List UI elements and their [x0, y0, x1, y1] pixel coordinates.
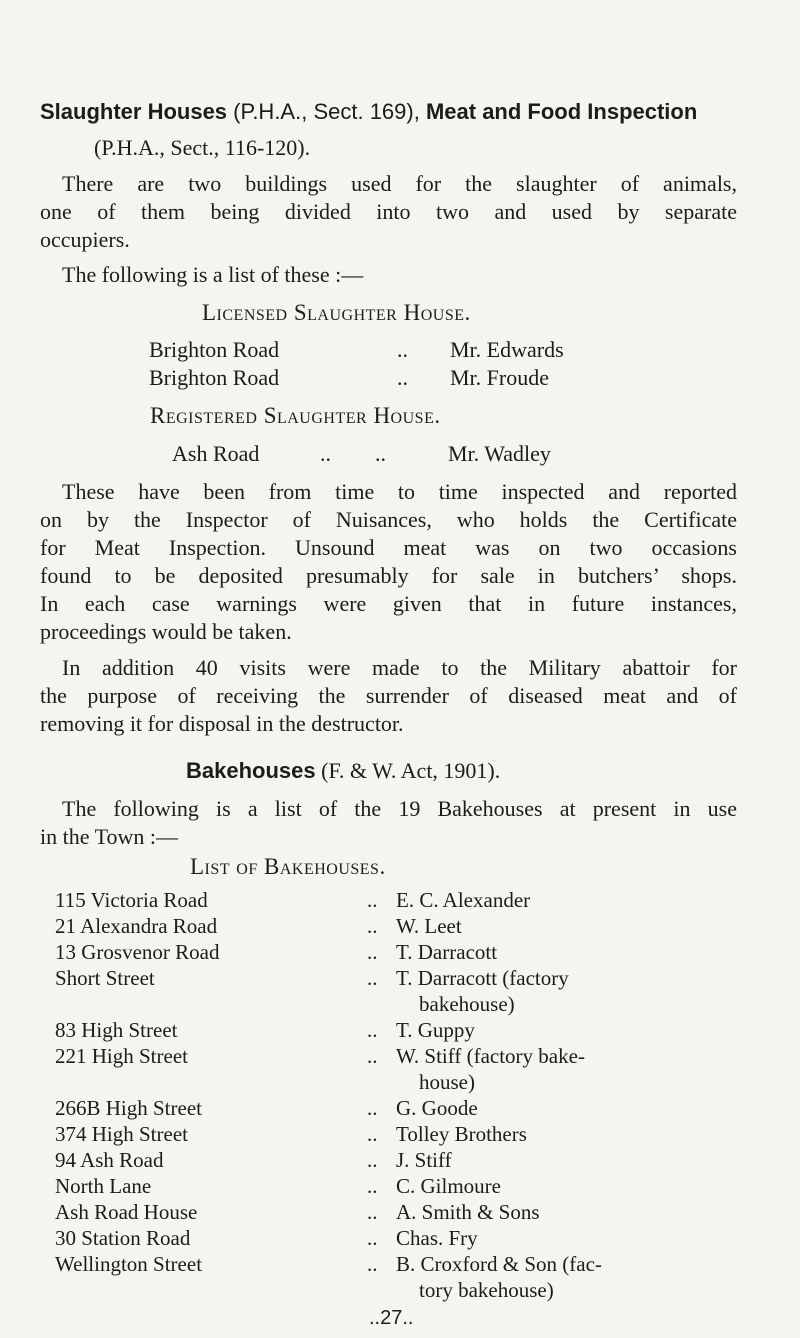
- abattoir-line-1: In addition 40 visits were made to the Military abattoir for: [62, 655, 737, 680]
- heading-bold-2: Meat and Food Inspection: [425, 99, 698, 124]
- licensed-row: [149, 336, 279, 364]
- bakehouse-dots: ..: [367, 1096, 378, 1120]
- registered-title: Registered Slaughter House.: [150, 403, 441, 428]
- bakehouse-name: Tolley Brothers: [396, 1122, 527, 1146]
- registered-dots: .. ..: [320, 441, 386, 466]
- bakehouses-heading-bold: Bakehouses: [186, 758, 316, 783]
- bakehouses-intro-1: The following is a list of the 19 Bakehouses at present in use: [62, 796, 737, 821]
- section-heading: [40, 98, 697, 126]
- heading-line-2: (P.H.A., Sect., 116-120).: [94, 135, 311, 160]
- bakehouse-dots: ..: [367, 1122, 378, 1146]
- licensed-dots: ..: [397, 337, 408, 362]
- bakehouse-address: Ash Road House: [55, 1200, 198, 1224]
- licensed-dots: ..: [397, 365, 408, 390]
- abattoir-line-3: removing it for disposal in the destructor.: [40, 711, 404, 736]
- intro-line-1: There are two buildings used for the slaughter of animals,: [62, 171, 737, 196]
- licensed-name: Mr. Froude: [450, 365, 549, 390]
- licensed-place: Brighton Road: [149, 365, 280, 390]
- bakehouse-name-cont: house): [419, 1070, 475, 1094]
- inspection-line-5: In each case warnings were given that in future instances,: [40, 591, 737, 616]
- bakehouse-address: 13 Grosvenor Road: [55, 940, 220, 964]
- bakehouse-name: Chas. Fry: [396, 1226, 478, 1250]
- bakehouses-heading-text: (F. & W. Act, 1901).: [315, 758, 501, 783]
- bakehouse-dots: ..: [367, 1174, 378, 1198]
- inspection-line-1: These have been from time to time inspected and reported: [62, 479, 737, 504]
- bakehouse-name: C. Gilmoure: [396, 1174, 501, 1198]
- bakehouse-dots: ..: [367, 1200, 378, 1224]
- bakehouse-address: North Lane: [55, 1174, 152, 1198]
- bakehouse-address: 94 Ash Road: [55, 1148, 164, 1172]
- bakehouse-name-cont: tory bakehouse): [419, 1278, 554, 1302]
- inspection-line-2: on by the Inspector of Nuisances, who holds the Certificate: [40, 507, 737, 532]
- bakehouse-name-cont: bakehouse): [419, 992, 515, 1016]
- bakehouse-address: 266B High Street: [55, 1096, 202, 1120]
- bakehouse-address: 21 Alexandra Road: [55, 914, 218, 938]
- bakehouse-name: E. C. Alexander: [396, 888, 531, 912]
- bakehouse-dots: ..: [367, 1252, 378, 1276]
- bakehouse-address: 83 High Street: [55, 1018, 178, 1042]
- bakehouse-dots: ..: [367, 1018, 378, 1042]
- abattoir-line-2: the purpose of receiving the surrender of diseased meat and of: [40, 683, 737, 708]
- heading-text-1: (P.H.A., Sect. 169),: [227, 99, 426, 124]
- inspection-line-4: found to be deposited presumably for sale in butchers’ shops.: [40, 563, 737, 588]
- registered-name: Mr. Wadley: [448, 441, 551, 466]
- bakehouse-dots: ..: [367, 966, 378, 990]
- bakehouse-address: 221 High Street: [55, 1044, 188, 1068]
- bakehouse-dots: ..: [367, 1148, 378, 1172]
- bakehouse-address: 30 Station Road: [55, 1226, 191, 1250]
- licensed-title: Licensed Slaughter House.: [202, 300, 471, 325]
- inspection-line-6: proceedings would be taken.: [40, 619, 292, 644]
- bakehouse-dots: ..: [367, 940, 378, 964]
- licensed-name: Mr. Edwards: [450, 337, 564, 362]
- intro-line-4: The following is a list of these :—: [62, 262, 364, 287]
- bakehouse-name: A. Smith & Sons: [396, 1200, 540, 1224]
- bakehouse-name: B. Croxford & Son (fac-: [396, 1252, 602, 1276]
- bakehouse-name: G. Goode: [396, 1096, 478, 1120]
- licensed-place: Brighton Road: [149, 337, 280, 362]
- bakehouse-name: T. Darracott (factory: [396, 966, 569, 990]
- bakehouses-list-title: List of Bakehouses.: [190, 854, 386, 879]
- bakehouse-dots: ..: [367, 1044, 378, 1068]
- bakehouse-name: W. Leet: [396, 914, 462, 938]
- bakehouse-dots: ..: [367, 914, 378, 938]
- bakehouse-name: W. Stiff (factory bake-: [396, 1044, 585, 1068]
- bakehouse-address: 374 High Street: [55, 1122, 188, 1146]
- bakehouses-heading: [186, 757, 500, 785]
- registered-place: Ash Road: [172, 441, 260, 466]
- bakehouse-name: T. Guppy: [396, 1018, 475, 1042]
- bakehouse-name: J. Stiff: [396, 1148, 452, 1172]
- intro-line-3: occupiers.: [40, 227, 130, 252]
- bakehouse-address: Wellington Street: [55, 1252, 203, 1276]
- bakehouse-address: 115 Victoria Road: [55, 888, 208, 912]
- bakehouse-address: Short Street: [55, 966, 155, 990]
- bakehouses-intro-2: in the Town :—: [40, 824, 178, 849]
- bakehouse-dots: ..: [367, 888, 378, 912]
- page-number: ..27..: [369, 1307, 414, 1329]
- inspection-line-3: for Meat Inspection. Unsound meat was on two occasions: [40, 535, 737, 560]
- bakehouse-name: T. Darracott: [396, 940, 498, 964]
- heading-bold-1: Slaughter Houses: [40, 99, 228, 124]
- bakehouse-dots: ..: [367, 1226, 378, 1250]
- intro-line-2: one of them being divided into two and used by separate: [40, 199, 737, 224]
